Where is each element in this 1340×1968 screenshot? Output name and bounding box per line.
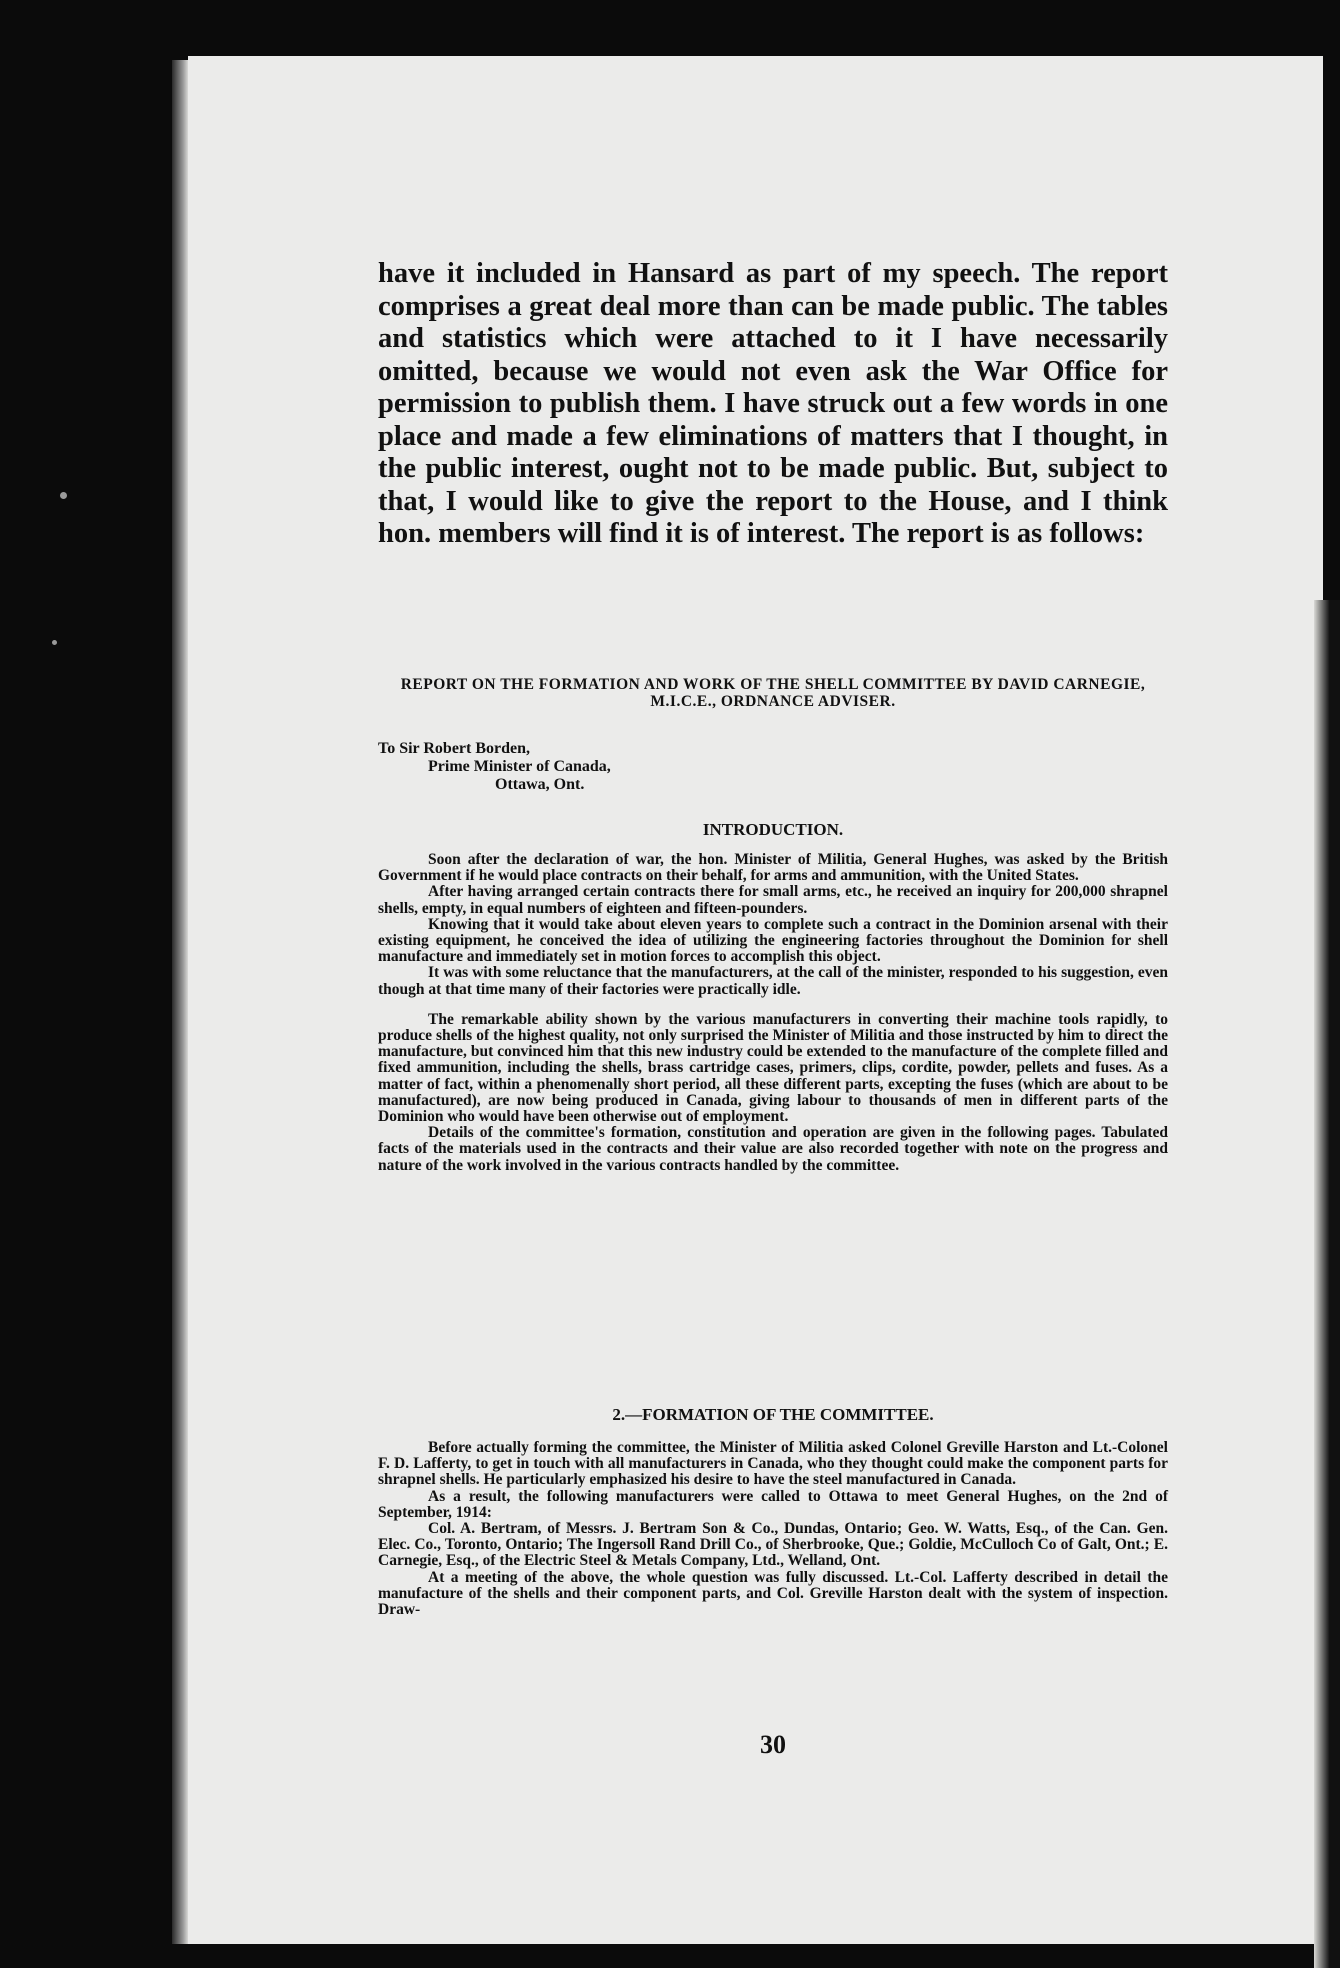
address-line: To Sir Robert Borden, (378, 740, 531, 757)
speech-paragraph: have it included in Hansard as part of my speech. The report comprises a great deal more than can be made public. The tables and statistics which were attached to it I have necessarily omitted, because we would not even ask the War Office for permission to publish them. I have struck out a few words in one place and made a few eliminations of matters that I thought, in the public interest, ought not to be made public. But, subject to that, I would like to give the report to the House, and I think hon. members will find it is of interest. The report is as follows: (378, 258, 1168, 549)
introduction-body (378, 852, 1168, 1174)
page-number: 30 (760, 1730, 786, 1759)
address-block (378, 740, 878, 794)
address-line: Prime Minister of Canada, (428, 758, 611, 775)
report-title: REPORT ON THE FORMATION AND WORK OF THE SHELL COMMITTEE BY DAVID CARNEGIE, M.I.C.E., ORDNANCE ADVISER. (400, 676, 1146, 710)
right-page-edge (1314, 600, 1340, 1968)
paragraph: Col. A. Bertram, of Messrs. J. Bertram Son & Co., Dundas, Ontario; Geo. W. Watts, Esq., of the Can. Gen. Elec. Co., Toronto, Ontario; The Ingersoll Rand Drill Co., of Sherbrooke, Que.; Goldie, McCulloch Co of Galt, Ont.; E. Carnegie, Esq., of the Electric Steel & Metals Company, Ltd., Welland, Ont. (378, 1520, 1168, 1570)
scan-mark (60, 492, 67, 499)
paragraph: It was with some reluctance that the manufacturers, at the call of the minister, responded to his suggestion, even though at that time many of their factories were practically idle. (378, 964, 1168, 998)
address-line: Ottawa, Ont. (495, 776, 585, 793)
scan-mark (52, 640, 57, 645)
paragraph: The remarkable ability shown by the various manufacturers in converting their machine tools rapidly, to produce shells of the highest quality, not only surprised the Minister of Militia and those instructed by him to direct the manufacture, but convinced him that this new industry could be extended to the manufacture of the complete filled and fixed ammunition, including the shells, brass cartridge cases, primers, clips, cordite, powder, pellets and fuses. As a matter of fact, within a phenomenally short period, all these different parts, excepting the fuses (which are about to be manufactured), are now being produced in Canada, giving labour to thousands of men in different parts of the Dominion who would have been otherwise out of employment. (378, 1010, 1168, 1126)
paragraph: Details of the committee's formation, constitution and operation are given in the following pages. Tabulated facts of the materials used in the contracts and their value are also recorded together with note on the progress and nature of the work involved in the various contracts handled by the committee. (378, 1124, 1168, 1174)
paragraph: After having arranged certain contracts there for small arms, etc., he received an inquiry for 200,000 shrapnel shells, empty, in equal numbers of eighteen and fifteen-pounders. (378, 883, 1168, 917)
formation-heading: 2.—FORMATION OF THE COMMITTEE. (612, 1405, 934, 1424)
book-gutter (172, 60, 188, 1944)
introduction-heading: INTRODUCTION. (702, 820, 844, 839)
paragraph: As a result, the following manufacturers were called to Ottawa to meet General Hughes, on the 2nd of September, 1914: (378, 1487, 1168, 1521)
paragraph: Before actually forming the committee, the Minister of Militia asked Colonel Greville Harston and Lt.-Colonel F. D. Lafferty, to get in touch with all manufacturers in Canada, who they thought could make the component parts for shrapnel shells. He particularly emphasized his desire to have the steel manufactured in Canada. (378, 1439, 1168, 1489)
formation-body (378, 1440, 1168, 1618)
paragraph: At a meeting of the above, the whole question was fully discussed. Lt.-Col. Lafferty described in detail the manufacture of the shells and their component parts, and Col. Greville Harston dealt with the system of inspection. Draw- (378, 1568, 1168, 1619)
paragraph: Knowing that it would take about eleven years to complete such a contract in the Dominion arsenal with their existing equipment, he conceived the idea of utilizing the engineering factories throughout the Dominion for shell manufacture and immediately set in motion forces to accomplish this object. (378, 915, 1168, 966)
paragraph: Soon after the declaration of war, the hon. Minister of Militia, General Hughes, was asked by the British Government if he would place contracts on their behalf, for arms and ammunition, with the United States. (378, 851, 1168, 885)
